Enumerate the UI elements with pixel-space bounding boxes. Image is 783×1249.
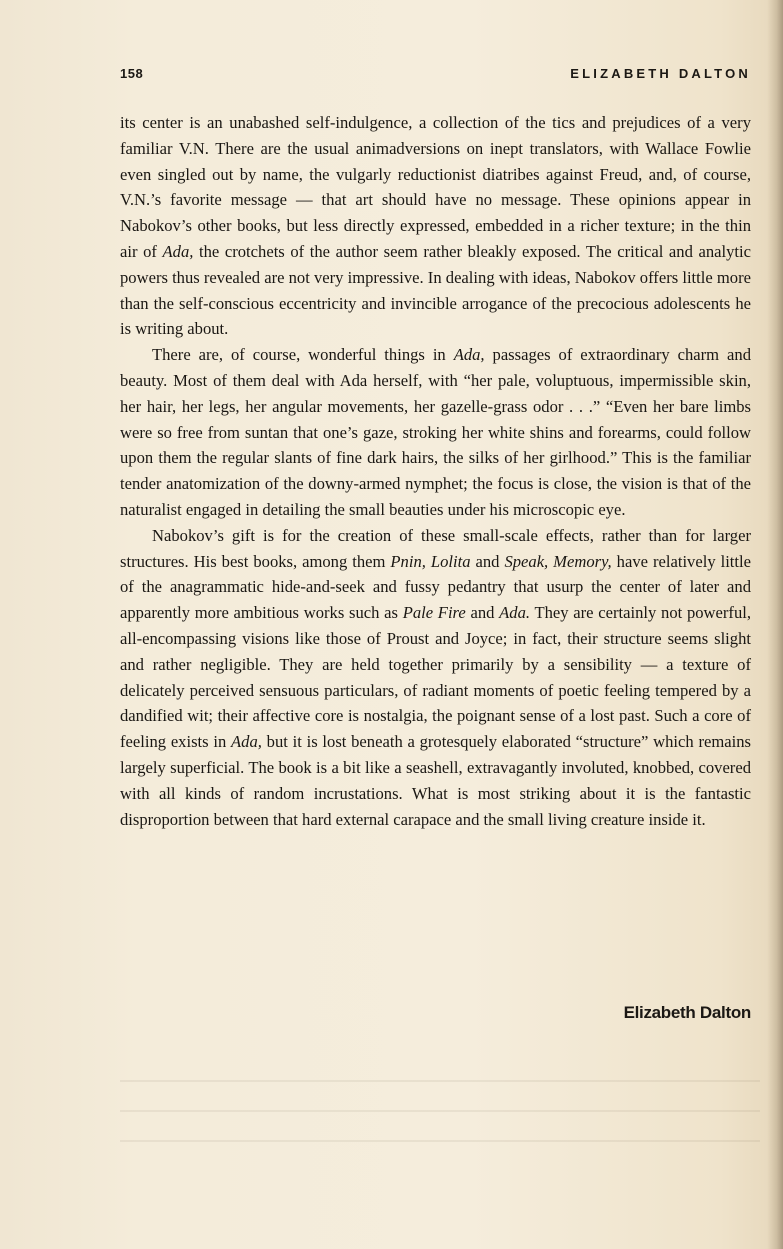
italic-title: Ada, (231, 732, 262, 752)
text-span: There are, of course, wonderful things in (152, 345, 454, 365)
italic-title: Pnin, Lolita (390, 551, 471, 571)
text-span: and (470, 551, 505, 571)
italic-title: Pale Fire (402, 603, 466, 623)
page-edge-shadow (767, 0, 783, 1249)
text-span: its center is an unabashed self-indulgence, a collection of the tics and prejudices of a very familiar V.N. There are the usual animadversions on inept translators, with Wallace Fowlie even singled out by name, the vulgarly reductionist diatribes against Freud, and, of course, V.N.’s favorite message — that art should have no message. These opinions appear in Nabokov’s other books, but less directly expressed, embedded in a richer texture; in the thin air of (120, 113, 751, 261)
text-span: the crotchets of the author seem rather bleakly exposed. The critical and analytic powers thus revealed are not very impressive. In dealing with ideas, Nabokov offers little more than the self-conscious eccentricity and invincible arrogance of the precocious adolescents he is writing about. (120, 241, 751, 339)
text-span: and (465, 603, 500, 623)
article-body (120, 110, 751, 832)
show-through-text (120, 1060, 760, 1160)
italic-title: Speak, Memory, (504, 551, 612, 571)
text-span: They are certainly not powerful, all-encompassing visions like those of Proust and Joyce; in fact, their structure seems slight and rather negligible. They are held together primarily by a sensibility — a texture of delicately perceived sensuous particulars, of radiant moments of poetic feeling tempered by a dandified wit; their affective core is nostalgia, the poignant sense of a lost past. Such a core of feeling exists in (120, 603, 751, 752)
italic-title: Ada, (453, 345, 485, 365)
text-span: passages of extraordinary charm and beauty. Most of them deal with Ada herself, with “her pale, voluptuous, impermissible skin, her hair, her legs, her angular movements, her gazelle-grass odor . . .” “Even her bare limbs were so free from suntan that one’s gaze, stroking her white shins and forearms, could follow upon them the regular slants of fine dark hairs, the silks of her girlhood.” This is the familiar tender anatomization of the downy-armed nymphet; the focus is close, the vision is that of the naturalist engaged in detailing the small beauties under his microscopic eye. (120, 345, 751, 519)
italic-title: Ada, (162, 241, 194, 261)
author-signature: Elizabeth Dalton (623, 1003, 751, 1022)
paragraph-3 (120, 523, 751, 833)
text-span: but it is lost beneath a grotesquely elaborated “structure” which remains largely superficial. The book is a bit like a seashell, extravagantly involuted, knobbed, covered with all kinds of random incrustations. What is most striking about it is the fantastic disproportion between that hard external carapace and the small living creature inside it. (120, 732, 751, 829)
paragraph-1 (120, 110, 751, 342)
running-header (120, 66, 751, 86)
text-span: Nabokov’s gift is for the creation of these small-scale effects, rather than for larger structures. His best books, among them (120, 525, 751, 571)
paragraph-2 (120, 342, 751, 523)
author-running-head: ELIZABETH DALTON (570, 66, 751, 81)
page-number: 158 (120, 66, 144, 81)
italic-title: Ada. (499, 603, 531, 623)
text-span: have relatively little of the anagrammatic hide-and-seek and fussy pedantry that usurp the center of later and apparently more ambitious works such as (120, 551, 752, 623)
